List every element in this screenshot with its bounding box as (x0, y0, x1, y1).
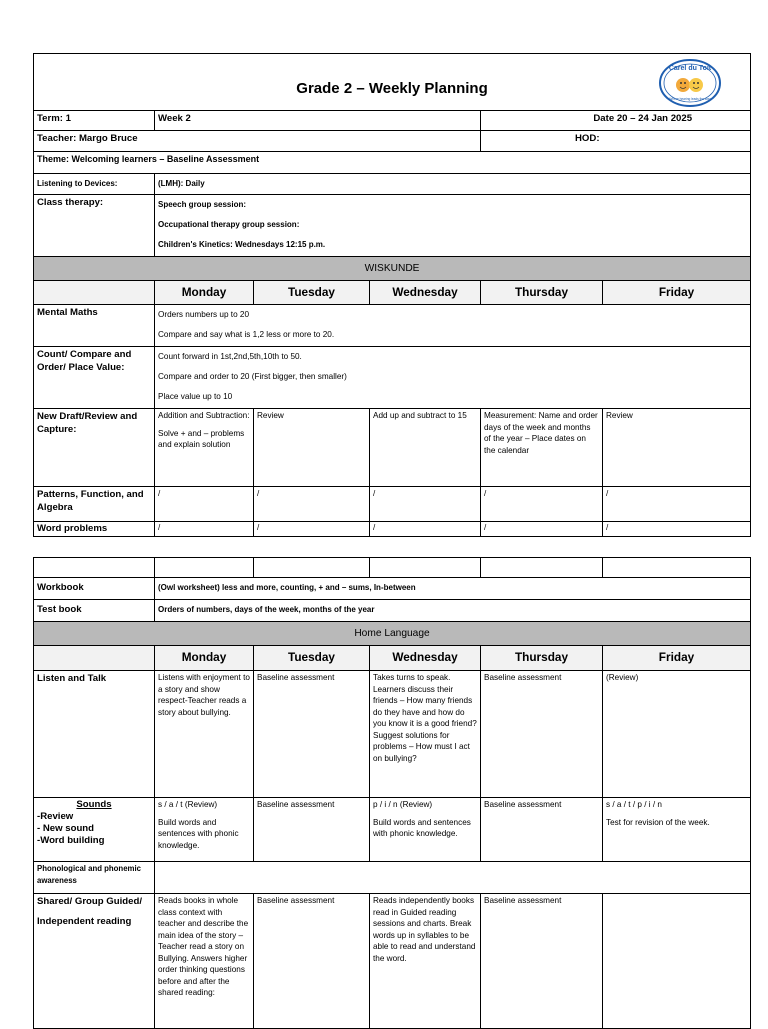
page-title: Grade 2 – Weekly Planning (296, 80, 488, 97)
sounds-review: -Review (37, 811, 74, 822)
draft-friday: Review (603, 409, 751, 487)
listen-friday: (Review) (603, 671, 751, 798)
day-thursday-2: Thursday (481, 646, 603, 671)
draft-monday-2: Solve + and – problems and explain solution (158, 428, 245, 449)
patterns-friday: / (603, 487, 751, 522)
count-3: Place value up to 10 (158, 392, 233, 401)
continued-blank-6 (603, 558, 751, 578)
day-friday: Friday (603, 281, 751, 305)
therapy-occupational: Occupational therapy group session: (158, 220, 300, 229)
shared-tuesday: Baseline assessment (254, 894, 370, 1029)
mental-maths-2: Compare and say what is 1,2 less or more to 20. (158, 330, 335, 339)
continued-blank-2 (155, 558, 254, 578)
day-wednesday: Wednesday (370, 281, 481, 305)
planning-page-2 (33, 557, 750, 1029)
sounds-monday (155, 798, 254, 862)
continued-blank-4 (370, 558, 481, 578)
therapy-speech: Speech group session: (158, 200, 247, 209)
planning-table-bottom (33, 557, 751, 1029)
word-friday: / (603, 522, 751, 537)
draft-monday-1: Addition and Subtraction: (158, 411, 250, 420)
page-break (0, 541, 768, 557)
theme-cell: Theme: Welcoming learners – Baseline Assessment (34, 152, 751, 174)
teacher-cell: Teacher: Margo Bruce (34, 131, 481, 152)
day-friday-2: Friday (603, 646, 751, 671)
mental-maths-1: Orders numbers up to 20 (158, 310, 250, 319)
therapy-kinetics: Children's Kinetics: Wednesdays 12:15 p.m. (158, 240, 326, 249)
word-monday: / (155, 522, 254, 537)
draft-monday (155, 409, 254, 487)
therapy-label: Class therapy: (34, 195, 155, 257)
listen-thursday: Baseline assessment (481, 671, 603, 798)
day-monday-2: Monday (155, 646, 254, 671)
patterns-thursday: / (481, 487, 603, 522)
day-header-blank-2 (34, 646, 155, 671)
sounds-monday-2: Build words and sentences with phonic knowledge. (158, 817, 239, 850)
sounds-friday (603, 798, 751, 862)
listen-monday: Listens with enjoyment to a story and show respect-Teacher reads a story about bullying. (155, 671, 254, 798)
phonological-label: Phonological and phonemic awareness (34, 862, 155, 894)
sounds-word-building: -Word building (37, 835, 105, 846)
sounds-friday-1: s / a / t / p / i / n (606, 800, 662, 809)
count-1: Count forward in 1st,2nd,5th,10th to 50. (158, 352, 302, 361)
sounds-new: - New sound (37, 823, 95, 834)
planning-table-top (33, 53, 751, 537)
workbook-value: (Owl worksheet) less and more, counting, + and – sums, In-between (155, 578, 751, 600)
continued-blank-1 (34, 558, 155, 578)
hod-cell (481, 131, 751, 152)
testbook-value: Orders of numbers, days of the week, months of the year (155, 600, 751, 622)
shared-reading-label-1: Shared/ Group Guided/ (37, 896, 143, 907)
week-cell: Week 2 (155, 111, 481, 131)
patterns-monday: / (155, 487, 254, 522)
continued-blank-5 (481, 558, 603, 578)
day-header-blank (34, 281, 155, 305)
word-wednesday: / (370, 522, 481, 537)
shared-friday (603, 894, 751, 1029)
logo-tagline: Where hearing leads the way (669, 97, 711, 101)
day-thursday: Thursday (481, 281, 603, 305)
shared-reading-label-2: Independent reading (37, 916, 132, 927)
draft-thursday: Measurement: Name and order days of the week and months of the year – Place dates on the calendar (481, 409, 603, 487)
mental-maths-cell (155, 305, 751, 347)
sounds-thursday: Baseline assessment (481, 798, 603, 862)
patterns-label: Patterns, Function, and Algebra (34, 487, 155, 522)
therapy-cell (155, 195, 751, 257)
wiskunde-section-header: WISKUNDE (34, 257, 751, 281)
workbook-label: Workbook (34, 578, 155, 600)
term-cell: Term: 1 (34, 111, 155, 131)
listen-tuesday: Baseline assessment (254, 671, 370, 798)
listening-value: (LMH): Daily (155, 174, 751, 195)
day-monday: Monday (155, 281, 254, 305)
title-cell (34, 54, 751, 111)
continued-blank-3 (254, 558, 370, 578)
mental-maths-label: Mental Maths (34, 305, 155, 347)
word-problems-label: Word problems (34, 522, 155, 537)
testbook-label: Test book (34, 600, 155, 622)
count-compare-label: Count/ Compare and Order/ Place Value: (34, 347, 155, 409)
school-logo (658, 58, 722, 108)
sounds-wednesday (370, 798, 481, 862)
word-tuesday: / (254, 522, 370, 537)
date-cell: Date 20 – 24 Jan 2025 (481, 111, 751, 131)
shared-thursday: Baseline assessment (481, 894, 603, 1029)
draft-tuesday: Review (254, 409, 370, 487)
patterns-tuesday: / (254, 487, 370, 522)
sounds-title: Sounds (76, 799, 112, 810)
listen-wednesday: Takes turns to speak. Learners discuss their friends – How many friends do they have and how do you know it is a good friend? Suggest solutions for problems – How must I act on bullying? (370, 671, 481, 798)
sounds-tuesday: Baseline assessment (254, 798, 370, 862)
sounds-friday-2: Test for revision of the week. (606, 817, 710, 827)
shared-reading-label (34, 894, 155, 1029)
listen-talk-label: Listen and Talk (34, 671, 155, 798)
listening-label: Listening to Devices: (34, 174, 155, 195)
shared-monday: Reads books in whole class context with teacher and describe the main idea of the story – Teacher read a story on Bullying. Answers higher order thinking questions before and after the shared reading: (155, 894, 254, 1029)
sounds-wednesday-1: p / i / n (Review) (373, 800, 433, 809)
home-language-section-header: Home Language (34, 622, 751, 646)
hod-label: HOD: (575, 133, 600, 144)
shared-wednesday: Reads independently books read in Guided reading sessions and charts. Break words up in syllables to be able to read and understand the word. (370, 894, 481, 1029)
patterns-wednesday: / (370, 487, 481, 522)
logo-text: Carel du Toit (668, 65, 712, 72)
day-wednesday-2: Wednesday (370, 646, 481, 671)
sounds-label-cell (34, 798, 155, 862)
day-tuesday-2: Tuesday (254, 646, 370, 671)
sounds-wednesday-2: Build words and sentences with phonic knowledge. (373, 817, 471, 838)
draft-label: New Draft/Review and Capture: (34, 409, 155, 487)
draft-wednesday: Add up and subtract to 15 (370, 409, 481, 487)
sounds-monday-1: s / a / t (Review) (158, 800, 218, 809)
planning-page-1 (33, 53, 750, 537)
count-compare-cell (155, 347, 751, 409)
word-thursday: / (481, 522, 603, 537)
day-tuesday: Tuesday (254, 281, 370, 305)
count-2: Compare and order to 20 (First bigger, then smaller) (158, 372, 347, 381)
phonological-value (155, 862, 751, 894)
